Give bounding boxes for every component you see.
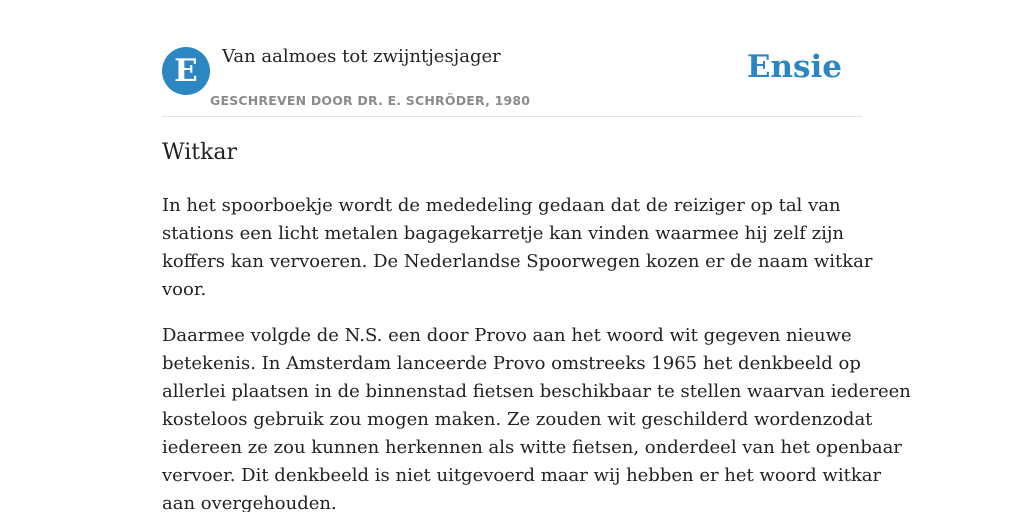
entry-title: Witkar [162, 140, 238, 165]
text-line: stations een licht metalen bagagekarretje kan vinden waarmee hij zelf zijn [162, 223, 844, 244]
paragraph-2 [162, 322, 911, 512]
text-line: voor. [162, 279, 207, 300]
text-line: koffers kan vervoeren. De Nederlandse Spoorwegen kozen er de naam witkar [162, 251, 873, 272]
text-line: iedereen ze zou kunnen herkennen als witte fietsen, onderdeel van het openbaar [162, 437, 902, 458]
text-line: Daarmee volgde de N.S. een door Provo aan het woord wit gegeven nieuwe [162, 325, 852, 346]
book-title-link[interactable]: Van aalmoes tot zwijntjesjager [222, 46, 501, 67]
ensie-logo-icon[interactable]: E [162, 47, 210, 95]
author-byline: GESCHREVEN DOOR DR. E. SCHRÖDER, 1980 [210, 93, 531, 108]
entry-body [162, 192, 911, 512]
text-line: vervoer. Dit denkbeeld is niet uitgevoerd maar wij hebben er het woord witkar [162, 465, 882, 486]
text-line: kosteloos gebruik zou mogen maken. Ze zouden wit geschilderd wordenzodat [162, 409, 873, 430]
ensie-brand-link[interactable]: Ensie [746, 49, 842, 85]
page-header [162, 0, 862, 117]
text-line: allerlei plaatsen in de binnenstad fietsen beschikbaar te stellen waarvan iedereen [162, 381, 911, 402]
paragraph-1 [162, 192, 873, 304]
text-line: aan overgehouden. [162, 493, 337, 512]
text-line: In het spoorboekje wordt de mededeling gedaan dat de reiziger op tal van [162, 195, 841, 216]
text-line: betekenis. In Amsterdam lanceerde Provo omstreeks 1965 het denkbeeld op [162, 353, 861, 374]
